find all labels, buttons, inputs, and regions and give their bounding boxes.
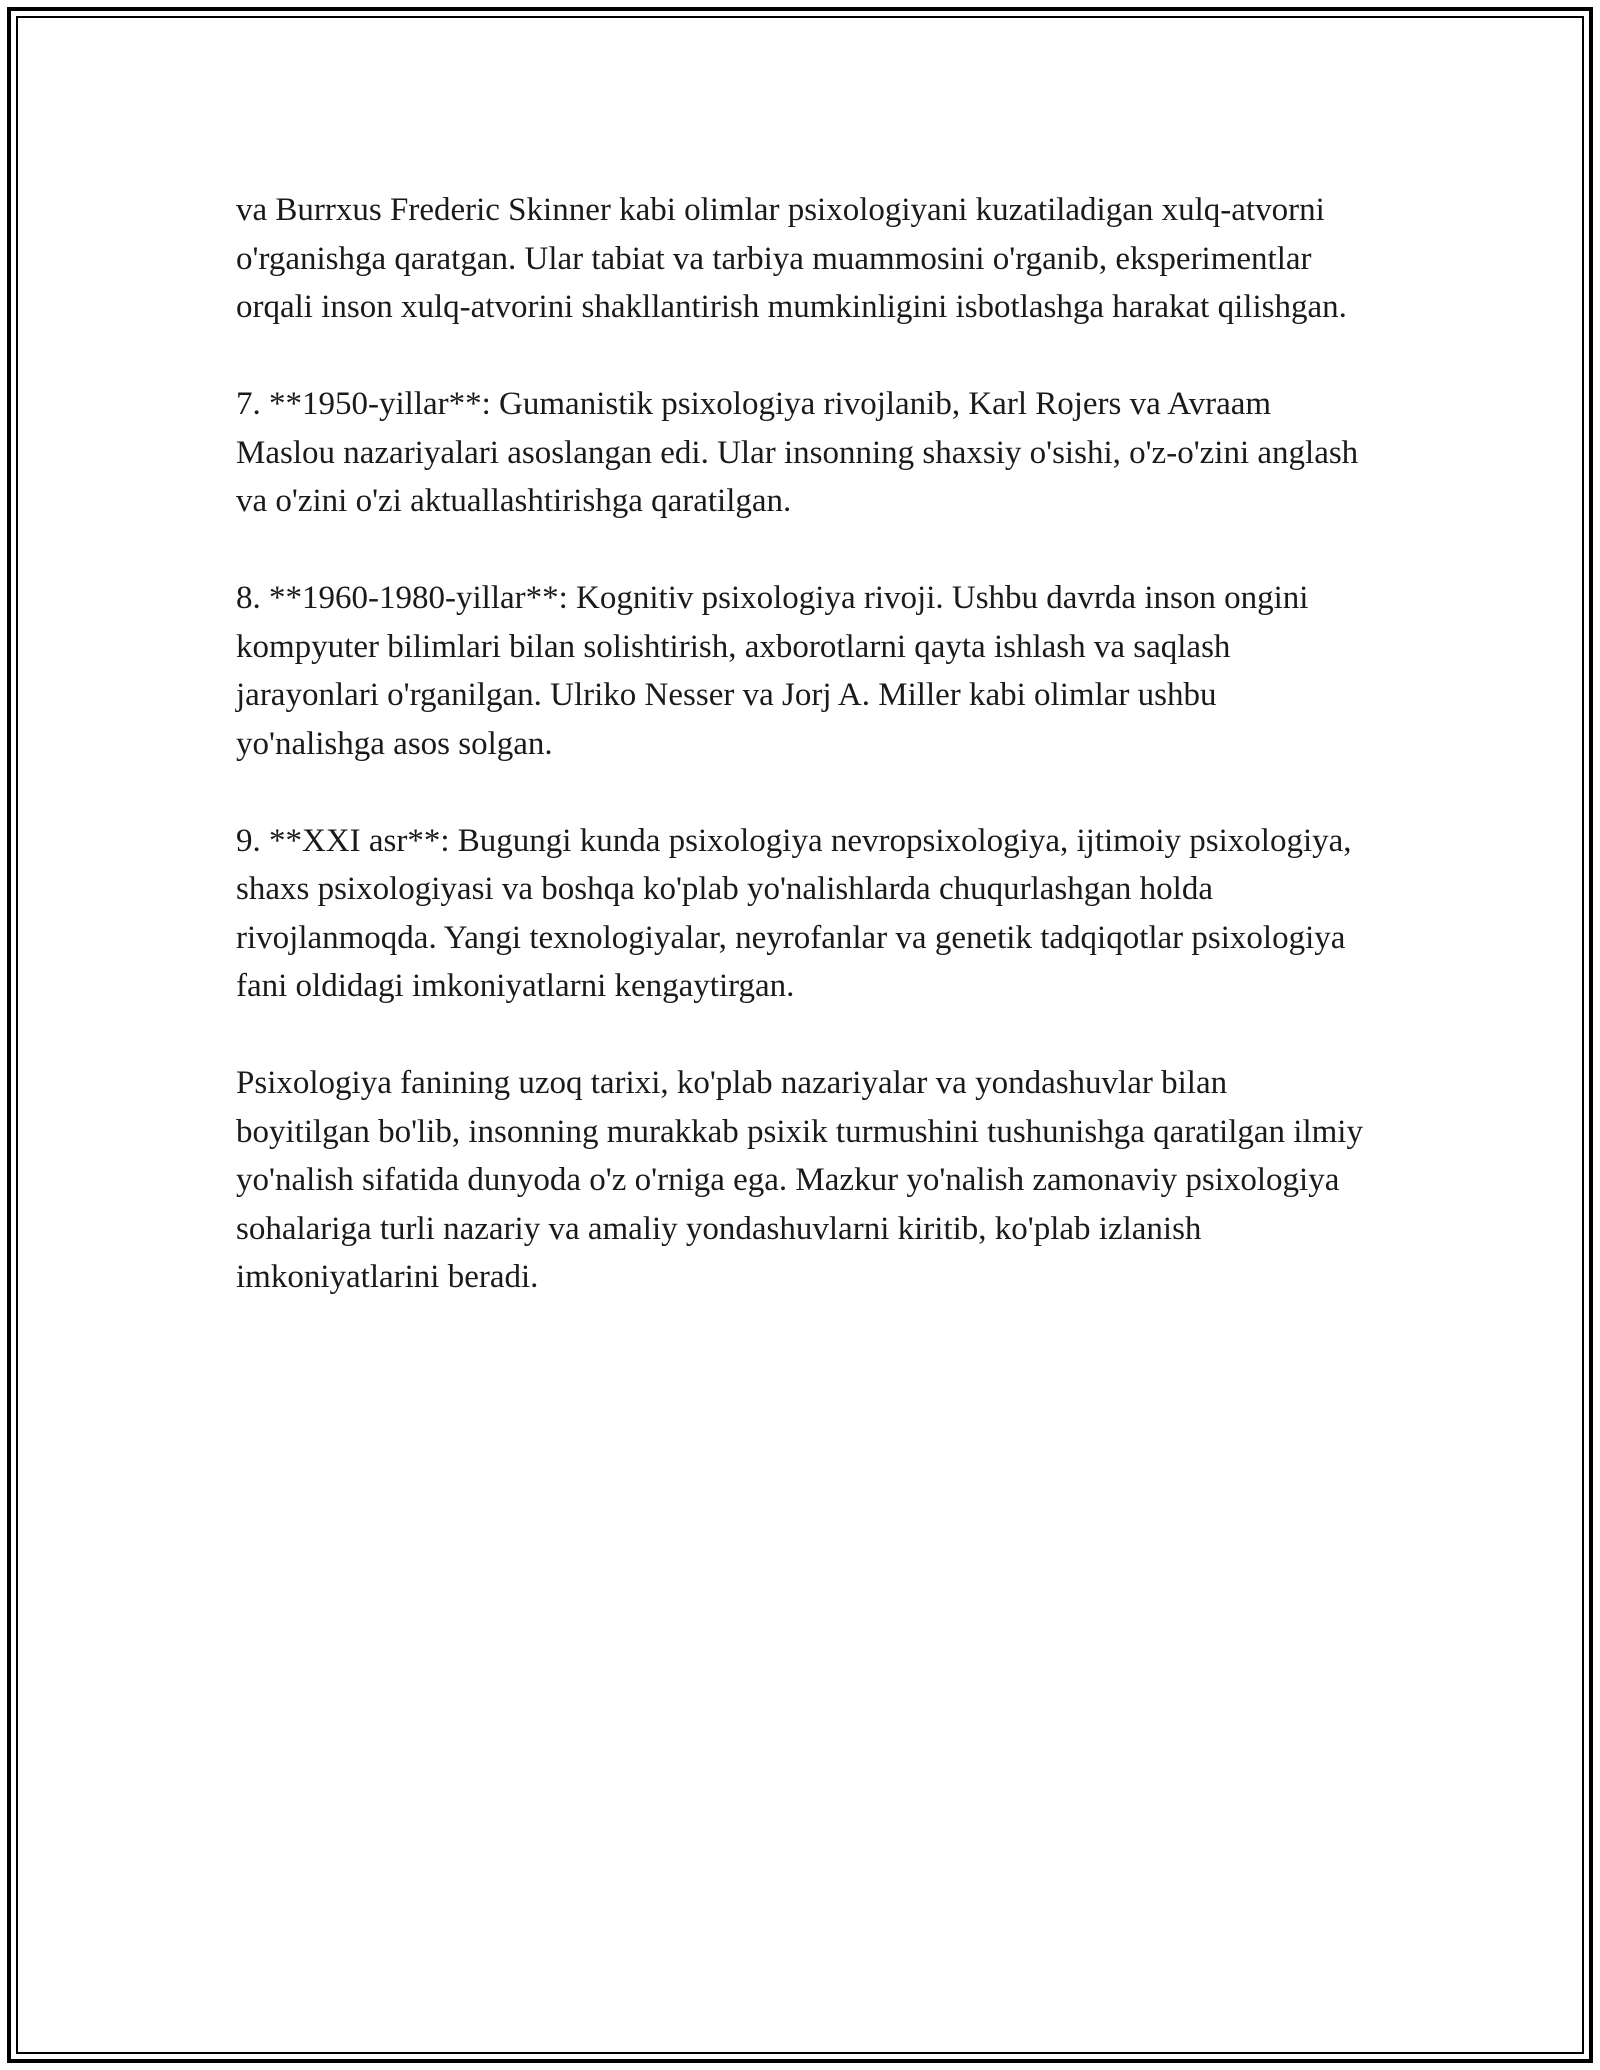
paragraph-1950s: 7. **1950-yillar**: Gumanistik psixologiya rivojlanib, Karl Rojers va Avraam Maslou nazariyalari asoslangan edi. Ular insonning shaxsiy o'sishi, o'z-o'zini anglash va o'zini o'zi aktuallashtirishga qaratilgan. <box>236 386 1359 519</box>
document-body <box>236 186 1366 1350</box>
paragraph-1960-1980s: 8. **1960-1980-yillar**: Kognitiv psixologiya rivoji. Ushbu davrda inson ongini kompyuter bilimlari bilan solishtirish, axborotlarni qayta ishlash va saqlash jarayonlari o'rganilgan. Ulriko Nesser va Jorj A. Miller kabi olimlar ushbu yo'nalishga asos solgan. <box>236 580 1309 762</box>
paragraph-21st-century: 9. **XXI asr**: Bugungi kunda psixologiya nevropsixologiya, ijtimoiy psixologiya, shaxs psixologiyasi va boshqa ko'plab yo'nalishlarda chuqurlashgan holda rivojlanmoqda. Yangi texnologiyalar, neyrofanlar va genetik tadqiqotlar psixologiya fani oldidagi imkoniyatlarni kengaytirgan. <box>236 822 1352 1004</box>
paragraph-behaviorism: va Burrxus Frederic Skinner kabi olimlar psixologiyani kuzatiladigan xulq-atvorni o'rganishga qaratgan. Ular tabiat va tarbiya muammosini o'rganib, eksperimentlar orqali inson xulq-atvorini shakllantirish mumkinligini isbotlashga harakat qilishgan. <box>236 192 1347 325</box>
paragraph-conclusion: Psixologiya fanining uzoq tarixi, ko'plab nazariyalar va yondashuvlar bilan boyitilgan bo'lib, insonning murakkab psixik turmushini tushunishga qaratilgan ilmiy yo'nalish sifatida dunyoda o'z o'rniga ega. Mazkur yo'nalish zamonaviy psixologiya sohalariga turli nazariy va amaliy yondashuvlarni kiritib, ko'plab izlanish imkoniyatlarini beradi. <box>236 1065 1363 1295</box>
